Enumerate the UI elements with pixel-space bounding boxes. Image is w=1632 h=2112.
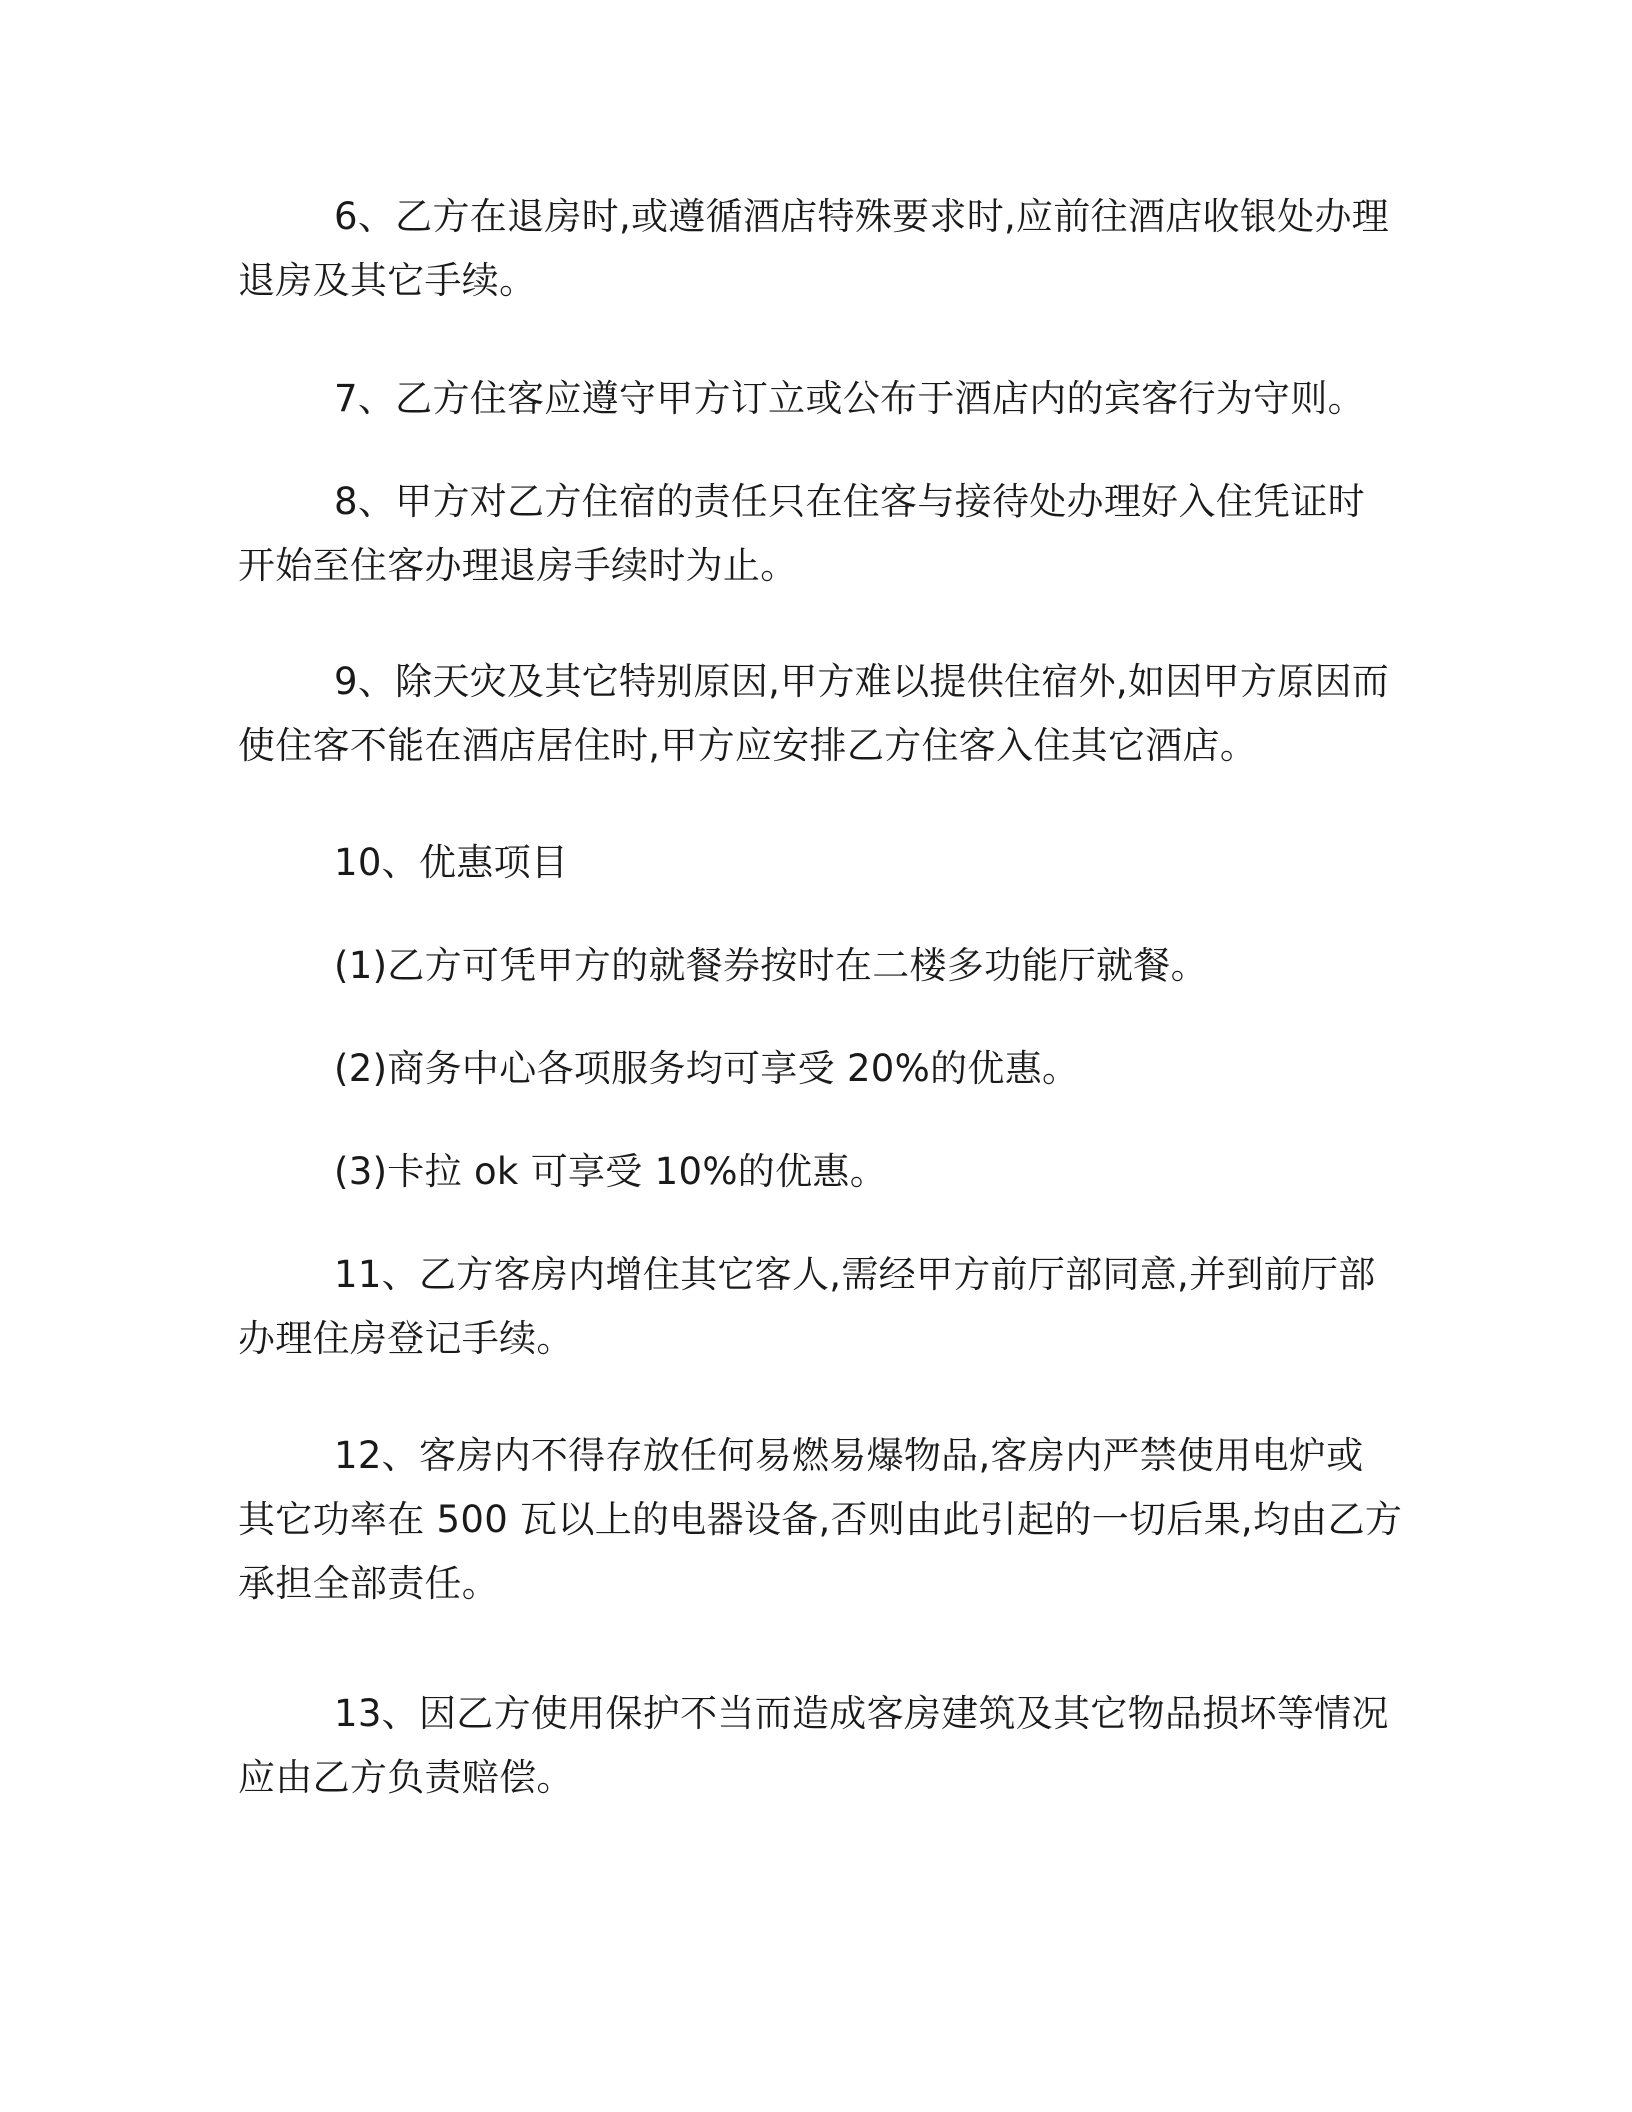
paragraph-10-item-3 xyxy=(238,1140,1388,1204)
paragraph-8 xyxy=(238,470,1388,598)
paragraph-10-item-1 xyxy=(238,934,1388,998)
paragraph-line: 开始至住客办理退房手续时为止。 xyxy=(238,544,798,587)
paragraph-10-item-2 xyxy=(238,1037,1388,1101)
paragraph-line: (3)卡拉 ok 可享受 10%的优惠。 xyxy=(334,1150,887,1193)
paragraph-13 xyxy=(238,1682,1388,1810)
paragraph-line: 办理住房登记手续。 xyxy=(238,1317,574,1360)
paragraph-line: 10、优惠项目 xyxy=(334,841,569,884)
paragraph-line: (1)乙方可凭甲方的就餐券按时在二楼多功能厅就餐。 xyxy=(334,944,1208,987)
paragraph-line: 6、乙方在退房时,或遵循酒店特殊要求时,应前往酒店收银处办理 xyxy=(334,195,1390,238)
paragraph-line: 其它功率在 500 瓦以上的电器设备,否则由此引起的一切后果,均由乙方 xyxy=(238,1498,1403,1541)
paragraph-line: 13、因乙方使用保护不当而造成客房建筑及其它物品损坏等情况 xyxy=(334,1692,1389,1735)
paragraph-7 xyxy=(238,367,1388,431)
paragraph-line: 承担全部责任。 xyxy=(238,1562,500,1605)
paragraph-9 xyxy=(238,650,1388,778)
paragraph-line: 应由乙方负责赔偿。 xyxy=(238,1756,574,1799)
paragraph-11 xyxy=(238,1243,1388,1371)
paragraph-line: 退房及其它手续。 xyxy=(238,259,537,302)
paragraph-line: 11、乙方客房内增住其它客人,需经甲方前厅部同意,并到前厅部 xyxy=(334,1253,1376,1296)
paragraph-12 xyxy=(238,1424,1403,1616)
paragraph-6 xyxy=(238,185,1388,313)
paragraph-line: (2)商务中心各项服务均可享受 20%的优惠。 xyxy=(334,1047,1080,1090)
paragraph-line: 12、客房内不得存放任何易燃易爆物品,客房内严禁使用电炉或 xyxy=(334,1434,1364,1477)
paragraph-line: 8、甲方对乙方住宿的责任只在住客与接待处办理好入住凭证时 xyxy=(334,480,1365,523)
paragraph-line: 7、乙方住客应遵守甲方订立或公布于酒店内的宾客行为守则。 xyxy=(334,377,1365,420)
paragraph-line: 使住客不能在酒店居住时,甲方应安排乙方住客入住其它酒店。 xyxy=(238,724,1258,767)
paragraph-line: 9、除天灾及其它特别原因,甲方难以提供住宿外,如因甲方原因而 xyxy=(334,660,1390,703)
paragraph-10 xyxy=(238,831,1388,895)
